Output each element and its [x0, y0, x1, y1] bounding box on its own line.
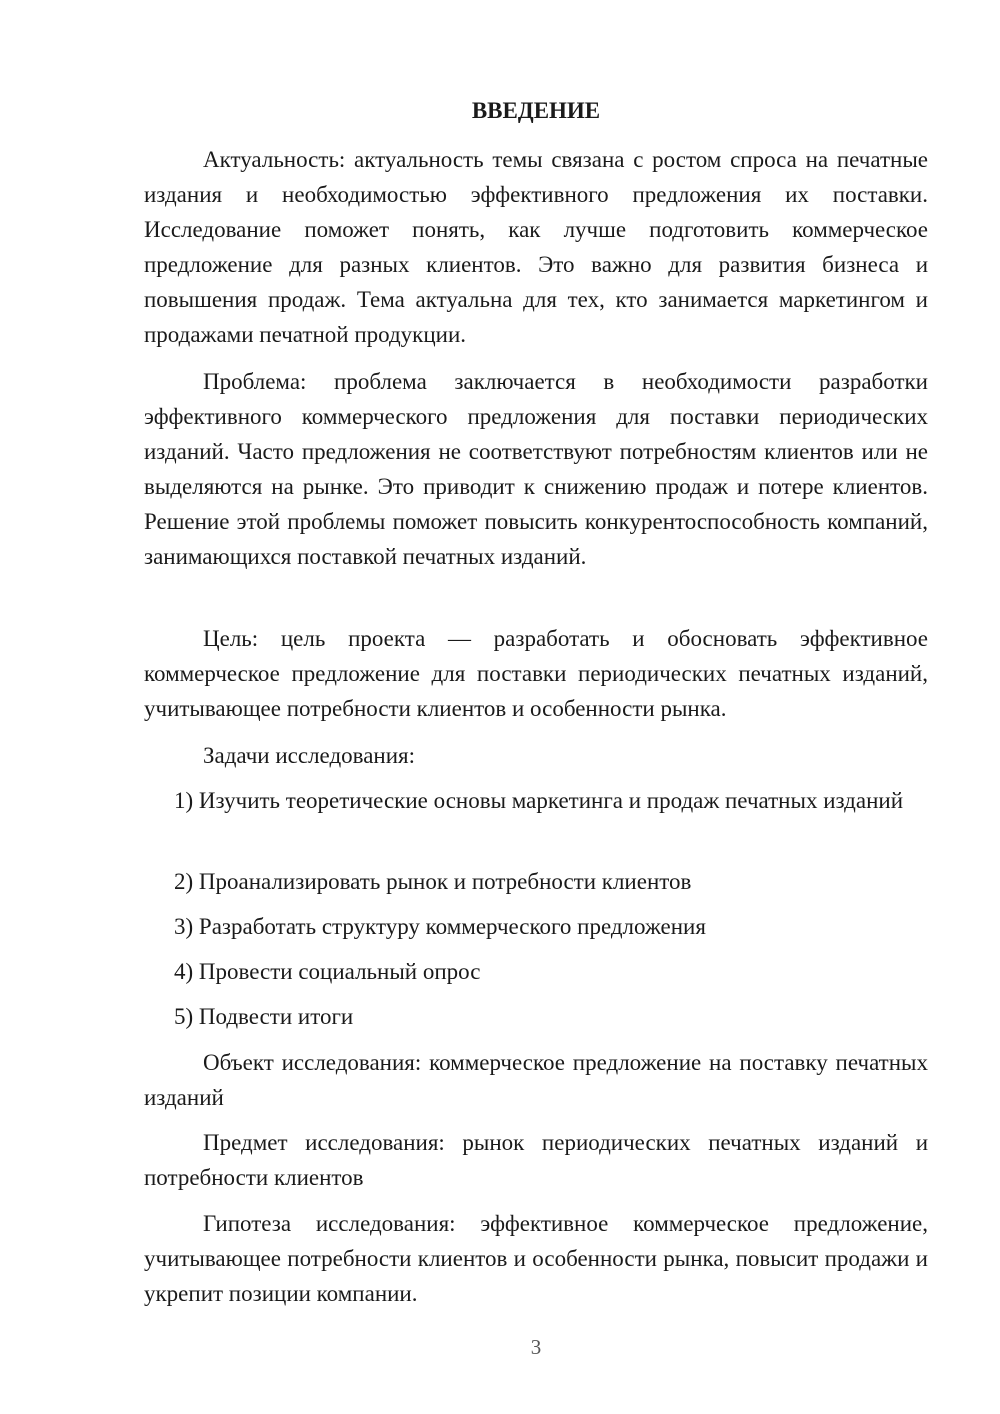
- task-item-4: 4) Провести социальный опрос: [174, 959, 481, 984]
- page-title: ВВЕДЕНИЕ: [471, 98, 601, 123]
- goal-paragraph: Цель: цель проекта — разработать и обосновать эффективное коммерческое предложение для поставки периодических печатных изданий, учитывающее потребности клиентов и особенности рынка.: [144, 626, 928, 721]
- problem-paragraph: Проблема: проблема заключается в необходимости разработки эффективного коммерческого предложения для поставки периодических изданий. Часто предложения не соответствуют потребностям клиентов или не выделяются на рынке. Это приводит к снижению продаж и потере клиентов. Решение этой проблемы поможет повысить конкурентоспособность компаний, занимающихся поставкой печатных изданий.: [144, 369, 928, 569]
- hypothesis-paragraph: Гипотеза исследования: эффективное коммерческое предложение, учитывающее потребности клиентов и особенности рынка, повысит продажи и укрепит позиции компании.: [144, 1211, 928, 1306]
- task-item-5: 5) Подвести итоги: [174, 1004, 354, 1029]
- tasks-heading: Задачи исследования:: [203, 743, 416, 768]
- subject-paragraph: Предмет исследования: рынок периодических печатных изданий и потребности клиентов: [144, 1130, 928, 1190]
- task-item-2: 2) Проанализировать рынок и потребности клиентов: [174, 869, 692, 894]
- object-paragraph: Объект исследования: коммерческое предложение на поставку печатных изданий: [144, 1050, 928, 1110]
- task-item-3: 3) Разработать структуру коммерческого предложения: [174, 914, 706, 939]
- relevance-paragraph: Актуальность: актуальность темы связана с ростом спроса на печатные издания и необходимостью эффективного предложения их поставки. Исследование поможет понять, как лучше подготовить коммерческое предложение для разных клиентов. Это важно для развития бизнеса и повышения продаж. Тема актуальна для тех, кто занимается маркетингом и продажами печатной продукции.: [144, 147, 928, 347]
- page-number: 3: [530, 1335, 542, 1359]
- document-page: [144, 0, 928, 1414]
- task-item-1: 1) Изучить теоретические основы маркетинга и продаж печатных изданий: [174, 788, 904, 813]
